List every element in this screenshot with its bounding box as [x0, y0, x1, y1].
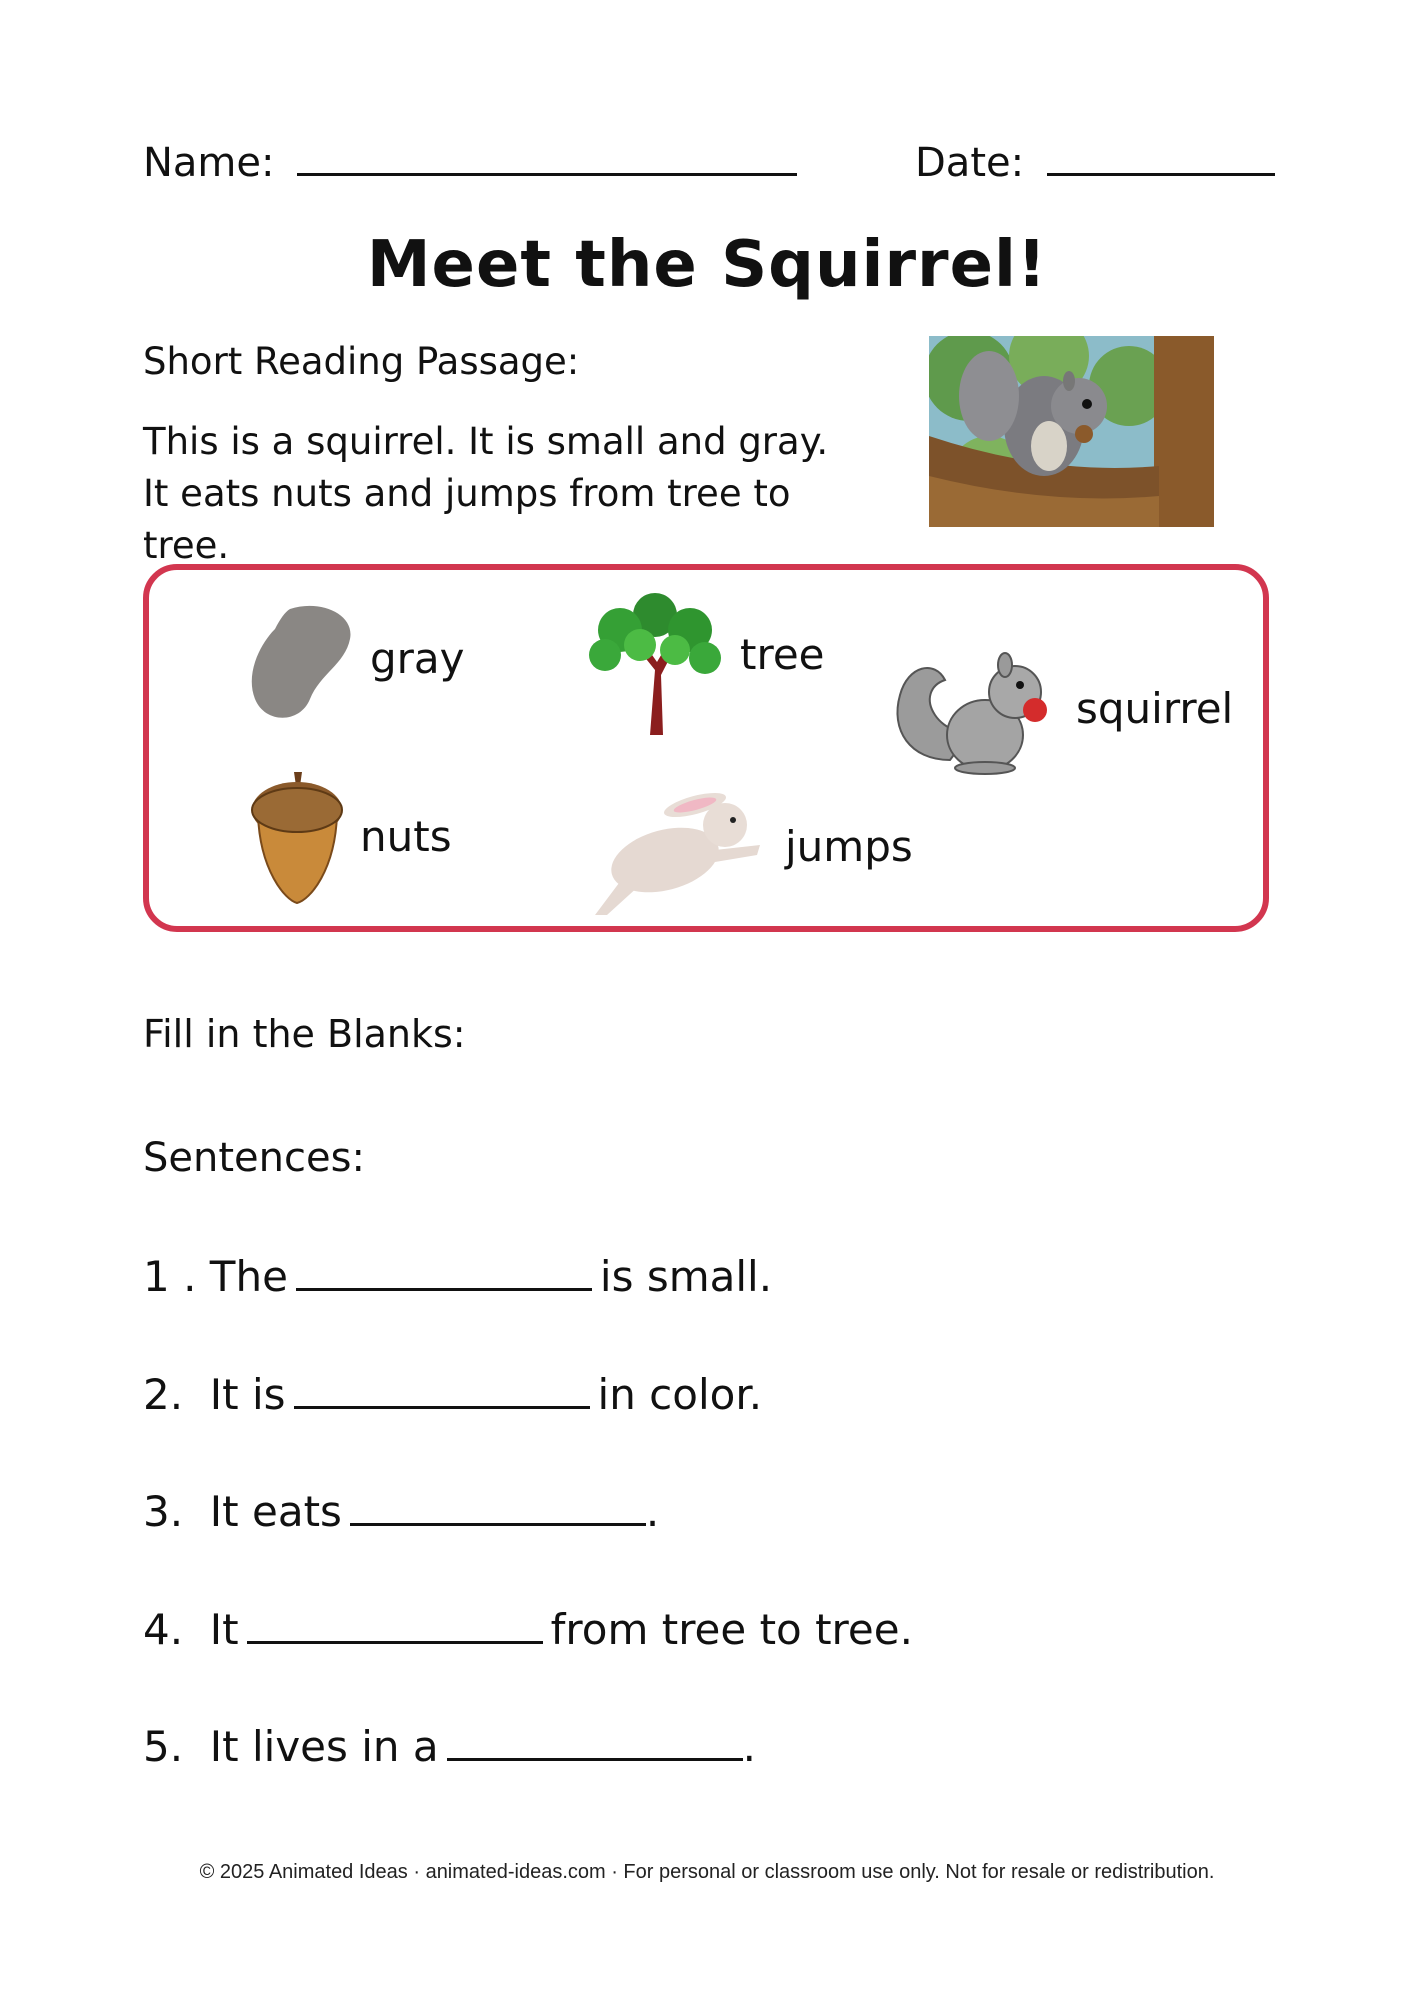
- sentence-number: 5.: [143, 1722, 184, 1771]
- sentence-number: 2.: [143, 1370, 184, 1419]
- vocab-word-tree: tree: [740, 630, 825, 679]
- date-field[interactable]: [915, 140, 1275, 186]
- date-label: Date:: [915, 140, 1025, 186]
- vocab-word-gray: gray: [370, 634, 465, 683]
- exercise-heading: Fill in the Blanks:: [143, 1012, 466, 1056]
- tree-icon: [585, 590, 725, 739]
- rabbit-icon: [585, 780, 765, 924]
- answer-blank[interactable]: [350, 1487, 646, 1526]
- sentence-before: It eats: [209, 1487, 342, 1536]
- answer-blank[interactable]: [296, 1252, 592, 1291]
- vocab-word-squirrel: squirrel: [1076, 684, 1234, 733]
- date-line[interactable]: [1047, 173, 1275, 176]
- vocab-word-jumps: jumps: [785, 822, 913, 871]
- sentence-after: .: [742, 1722, 756, 1771]
- answer-blank[interactable]: [447, 1722, 743, 1761]
- answer-blank[interactable]: [247, 1605, 543, 1644]
- sentence-after: from tree to tree.: [550, 1605, 913, 1654]
- footer-copyright: © 2025 Animated Ideas · animated-ideas.com · For personal or classroom use only. Not for resale or redistribution.: [199, 1861, 1215, 1883]
- sentence-before: The: [209, 1252, 288, 1301]
- sentence-after: .: [645, 1487, 660, 1536]
- name-line[interactable]: [297, 173, 797, 176]
- name-field[interactable]: [143, 140, 797, 186]
- sentence-5: [143, 1722, 756, 1771]
- sentence-number: 4.: [143, 1605, 184, 1654]
- sentence-number: 1 .: [143, 1252, 197, 1301]
- sentence-number: 3.: [143, 1487, 184, 1536]
- page-title: Meet the Squirrel!: [366, 228, 1048, 302]
- sentence-2: [143, 1370, 762, 1419]
- sentence-before: It: [209, 1605, 239, 1654]
- sentence-before: It lives in a: [209, 1722, 439, 1771]
- reading-passage: This is a squirrel. It is small and gray. It eats nuts and jumps from tree to tree.: [143, 420, 829, 567]
- reading-heading: Short Reading Passage:: [143, 340, 580, 383]
- squirrel-photo: [929, 336, 1214, 527]
- sentence-before: It is: [209, 1370, 286, 1419]
- sentence-after: is small.: [599, 1252, 773, 1301]
- sentence-1: [143, 1252, 772, 1301]
- sentences-label: Sentences:: [143, 1135, 365, 1181]
- answer-blank[interactable]: [294, 1370, 590, 1409]
- acorn-icon: [250, 770, 345, 909]
- sentence-4: [143, 1605, 913, 1654]
- squirrel-icon: [890, 640, 1060, 779]
- vocab-word-nuts: nuts: [360, 812, 452, 861]
- gray-blob-icon: [250, 604, 360, 728]
- sentence-after: in color.: [597, 1370, 763, 1419]
- name-label: Name:: [143, 140, 275, 186]
- sentence-3: [143, 1487, 659, 1536]
